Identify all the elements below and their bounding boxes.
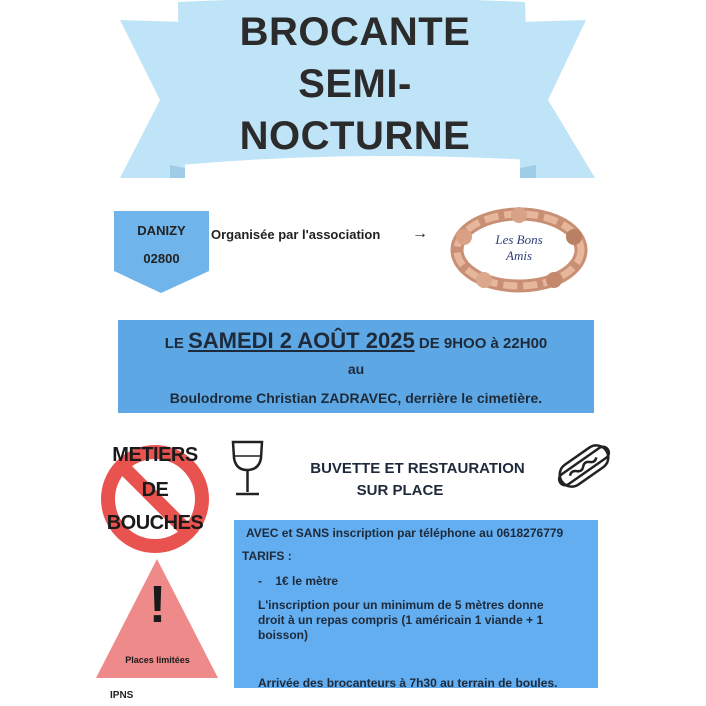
postcode: 02800: [143, 251, 180, 266]
buvette-line-1: BUVETTE ET RESTAURATION: [310, 460, 525, 477]
organizer-text: Organisée par l'association: [211, 227, 381, 242]
arrivee-text: Arrivée des brocanteurs à 7h30 au terrain de boules.: [258, 676, 558, 690]
title-line-2: SEMI-: [298, 62, 412, 106]
title-line-1: BROCANTE: [239, 10, 471, 54]
event-hours: DE 9HOO à 22H00: [414, 335, 548, 352]
repas-line-1: L'inscription pour un minimum de 5 mètres donne: [258, 598, 544, 612]
date-au: au: [347, 361, 365, 377]
wine-glass-icon: [230, 440, 265, 498]
exclamation-mark: !: [148, 576, 167, 634]
town-name: DANIZY: [137, 223, 186, 238]
places-limitees: Places limitées: [125, 655, 190, 665]
logo-text-line-1: Les Bons: [495, 232, 543, 247]
tarifs-label: TARIFS :: [242, 549, 292, 563]
price-text: - 1€ le mètre: [258, 574, 339, 588]
metiers-line-2: DE: [141, 479, 169, 501]
arrow-right-icon: →: [412, 225, 428, 242]
ipns-label: IPNS: [110, 690, 134, 701]
repas-line-3: boisson): [258, 628, 308, 642]
metiers-line-3: BOUCHES: [106, 512, 204, 534]
date-line: [118, 328, 594, 354]
date-prefix: LE: [164, 335, 189, 352]
event-place: Boulodrome Christian ZADRAVEC, derrière le cimetière.: [169, 390, 543, 406]
event-date: SAMEDI 2 AOÛT 2025: [188, 328, 415, 353]
hotdog-icon: [555, 440, 613, 492]
buvette-line-2: SUR PLACE: [356, 482, 444, 499]
logo-text-line-2: Amis: [506, 248, 532, 263]
repas-line-2: droit à un repas compris (1 américain 1 viande + 1: [258, 613, 544, 627]
inscription-text: AVEC et SANS inscription par téléphone au 0618276779: [246, 526, 564, 540]
title-line-3: NOCTURNE: [239, 114, 471, 158]
metiers-line-1: METIERS: [112, 444, 198, 466]
